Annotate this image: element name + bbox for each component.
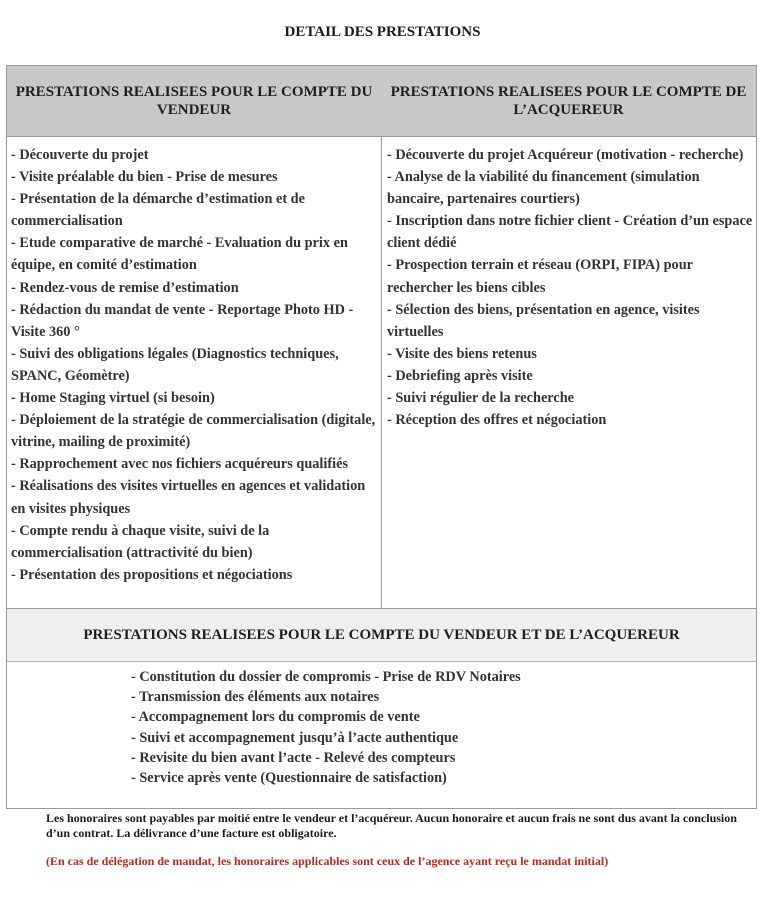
list-item: - Présentation des propositions et négociations [11, 566, 293, 583]
list-item: - Réalisations des visites virtuelles en agences et validation en visites physiques [11, 478, 366, 517]
list-item: - Debriefing après visite [387, 367, 533, 384]
table-header-row [7, 66, 756, 137]
vendeur-list [11, 144, 377, 586]
vendeur-header: PRESTATIONS REALISEES POUR LE COMPTE DU VENDEUR [15, 84, 373, 118]
list-item: - Etude comparative de marché - Evaluation du prix en équipe, en comité d’estimation [11, 235, 348, 274]
list-item: - Découverte du projet [11, 147, 149, 163]
list-item: - Réception des offres et négociation [387, 412, 607, 429]
list-item: - Visite préalable du bien - Prise de mesures [11, 169, 278, 186]
list-item: - Transmission des éléments aux notaires [131, 689, 380, 706]
commun-list [131, 667, 731, 788]
list-item: - Rédaction du mandat de vente - Reportage Photo HD - Visite 360 ° [11, 301, 354, 340]
list-item: - Constitution du dossier de compromis - Prise de RDV Notaires [131, 669, 521, 685]
prestations-table [6, 65, 757, 809]
delegation-note: (En cas de délégation de mandat, les honoraires applicables sont ceux de l’agence ayant reçu le mandat initial) [46, 854, 609, 868]
list-item: - Compte rendu à chaque visite, suivi de la commercialisation (attractivité du bien) [11, 522, 270, 561]
list-item: - Analyse de la viabilité du financement (simulation bancaire, partenaires courtiers) [387, 169, 700, 208]
list-item: - Inscription dans notre fichier client - Création d’un espace client dédié [387, 213, 753, 252]
list-item: - Home Staging virtuel (si besoin) [11, 390, 215, 407]
list-item: - Déploiement de la stratégie de commercialisation (digitale, vitrine, mailing de proximité) [11, 412, 376, 451]
list-item: - Découverte du projet Acquéreur (motivation - recherche) [387, 147, 744, 163]
list-item: - Service après vente (Questionnaire de satisfaction) [131, 770, 447, 787]
list-item: - Rapprochement avec nos fichiers acquéreurs qualifiés [11, 456, 349, 473]
page-title: DETAIL DES PRESTATIONS [284, 24, 481, 40]
column-divider [381, 136, 382, 608]
list-item: - Prospection terrain et réseau (ORPI, FIPA) pour rechercher les biens cibles [387, 257, 693, 296]
list-item: - Rendez-vous de remise d’estimation [11, 279, 239, 296]
list-item: - Suivi régulier de la recherche [387, 390, 575, 407]
list-item: - Visite des biens retenus [387, 345, 537, 362]
list-item: - Accompagnement lors du compromis de vente [131, 709, 420, 726]
list-item: - Revisite du bien avant l’acte - Relevé des compteurs [131, 749, 456, 766]
acquereur-list [387, 144, 754, 431]
commun-header: PRESTATIONS REALISEES POUR LE COMPTE DU VENDEUR ET DE L’ACQUEREUR [7, 608, 756, 662]
list-item: - Suivi et accompagnement jusqu’à l’acte authentique [131, 729, 459, 746]
list-item: - Sélection des biens, présentation en agence, visites virtuelles [387, 301, 700, 340]
honoraires-note: Les honoraires sont payables par moitié entre le vendeur et l’acquéreur. Aucun honoraire et aucun frais ne sont dus avant la conclusion d’un contrat. La délivrance d’une facture est obligatoire. [46, 811, 737, 840]
list-item: - Suivi des obligations légales (Diagnostics techniques, SPANC, Géomètre) [11, 345, 339, 384]
list-item: - Présentation de la démarche d’estimation et de commercialisation [11, 191, 305, 230]
acquereur-header: PRESTATIONS REALISEES POUR LE COMPTE DE L’ACQUEREUR [390, 84, 747, 118]
